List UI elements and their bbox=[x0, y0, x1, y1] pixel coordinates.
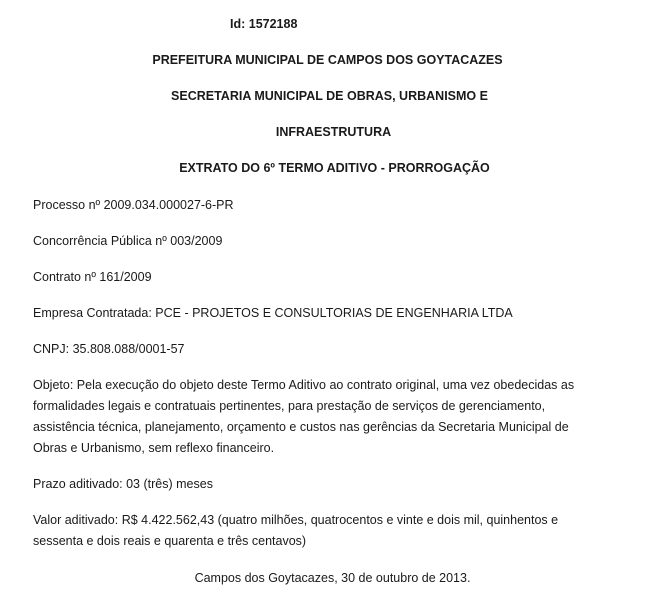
heading-extrato: EXTRATO DO 6º TERMO ADITIVO - PRORROGAÇÃO bbox=[179, 161, 490, 175]
heading-secretaria: SECRETARIA MUNICIPAL DE OBRAS, URBANISMO E bbox=[171, 89, 488, 103]
objeto-line: Obras e Urbanismo, sem reflexo financeiro. bbox=[33, 441, 275, 455]
heading-infraestrutura: INFRAESTRUTURA bbox=[275, 125, 392, 139]
empresa-line: Empresa Contratada: PCE - PROJETOS E CONSULTORIAS DE ENGENHARIA LTDA bbox=[33, 306, 513, 320]
cnpj-line: CNPJ: 35.808.088/0001-57 bbox=[33, 342, 185, 356]
heading-prefeitura: PREFEITURA MUNICIPAL DE CAMPOS DOS GOYTACAZES bbox=[152, 53, 503, 67]
prazo-line: Prazo aditivado: 03 (três) meses bbox=[33, 477, 213, 491]
closing-date-line: Campos dos Goytacazes, 30 de outubro de 2013. bbox=[194, 571, 471, 585]
objeto-line: formalidades legais e contratuais pertinentes, para prestação de serviços de gerenciamento, bbox=[33, 399, 546, 413]
objeto-paragraph bbox=[33, 375, 633, 459]
valor-line: Valor aditivado: R$ 4.422.562,43 (quatro milhões, quatrocentos e vinte e dois mil, quinhentos e bbox=[33, 513, 559, 527]
concorrencia-line: Concorrência Pública nº 003/2009 bbox=[33, 234, 223, 248]
document-id: Id: 1572188 bbox=[230, 17, 298, 31]
processo-line: Processo nº 2009.034.000027-6-PR bbox=[33, 198, 234, 212]
contrato-line: Contrato nº 161/2009 bbox=[33, 270, 152, 284]
valor-paragraph bbox=[33, 510, 633, 552]
objeto-line: Objeto: Pela execução do objeto deste Termo Aditivo ao contrato original, uma vez obedecidas as bbox=[33, 378, 575, 392]
objeto-line: assistência técnica, planejamento, orçamento e custos nas gerências da Secretaria Municipal de bbox=[33, 420, 569, 434]
valor-line: sessenta e dois reais e quarenta e três centavos) bbox=[33, 534, 307, 548]
